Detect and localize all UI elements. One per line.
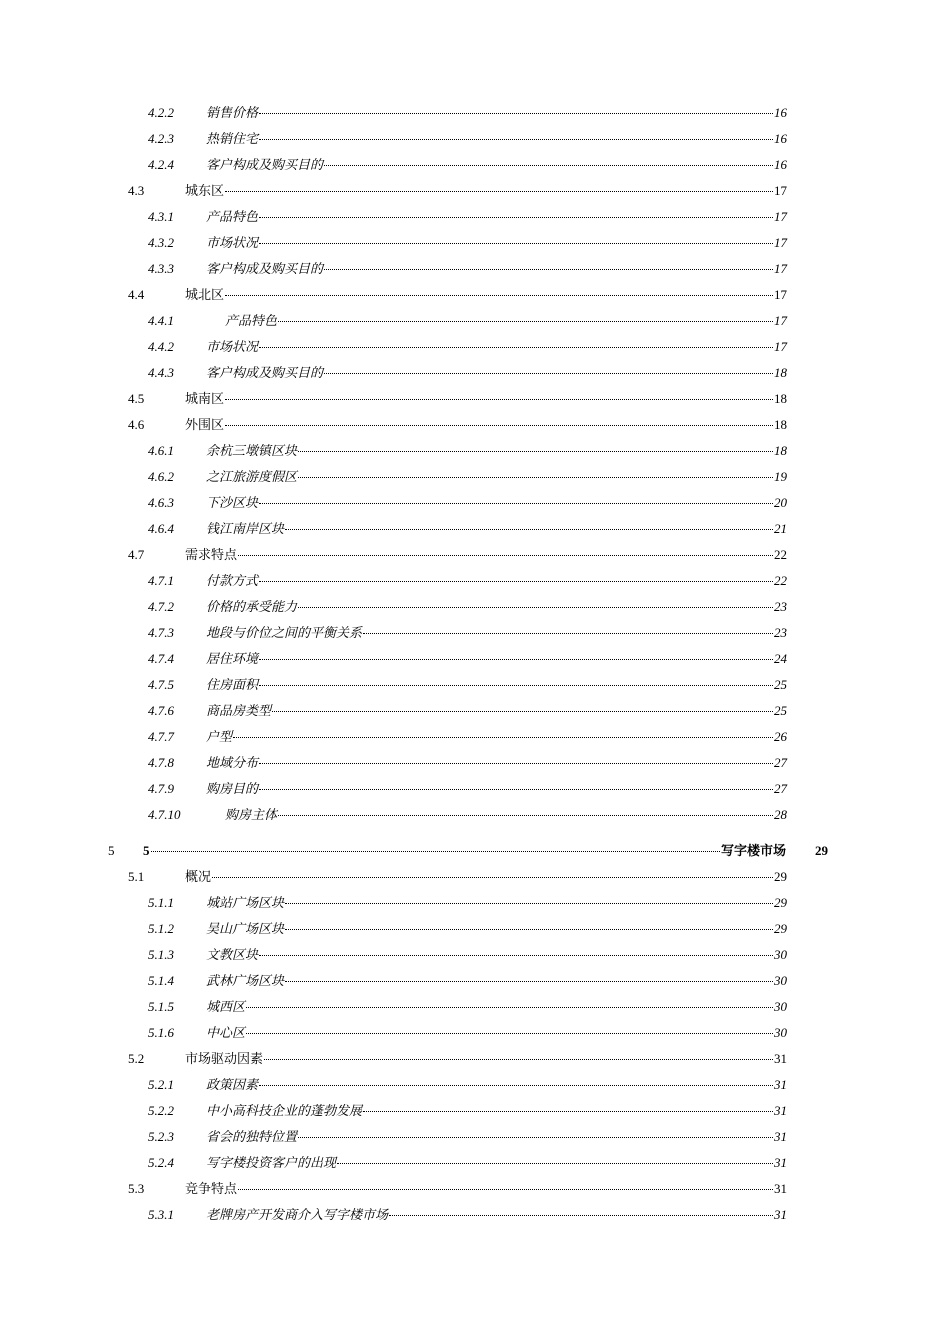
toc-page-number: 17 [774, 313, 787, 328]
toc-entry[interactable] [148, 312, 787, 330]
toc-dot-leader [212, 877, 773, 878]
toc-entry-number: 4.3 [128, 183, 145, 198]
toc-entry-title: 购房目的 [206, 781, 259, 796]
toc-entry-number: 4.7.9 [148, 781, 174, 796]
toc-entry[interactable] [148, 728, 787, 746]
toc-dot-leader [278, 815, 773, 816]
toc-entry-number: 4.3.2 [148, 235, 174, 250]
toc-page-number: 25 [774, 677, 787, 692]
toc-entry-number: 5.1.5 [148, 999, 174, 1014]
toc-page-number: 22 [774, 573, 787, 588]
toc-dot-leader [259, 1085, 773, 1086]
toc-entry-title: 地段与价位之间的平衡关系 [206, 625, 363, 640]
toc-entry[interactable] [148, 468, 787, 486]
toc-entry-number: 5.1.1 [148, 895, 174, 910]
toc-entry-title: 客户构成及购买目的 [206, 365, 324, 380]
toc-entry-number: 5.2.4 [148, 1155, 174, 1170]
toc-dot-leader [259, 955, 773, 956]
toc-entry-title: 需求特点 [185, 547, 238, 562]
toc-page-number: 20 [774, 495, 787, 510]
toc-dot-leader [246, 1007, 773, 1008]
toc-entry-number: 5.2 [128, 1051, 145, 1066]
toc-page-number: 25 [774, 703, 787, 718]
toc-dot-leader [259, 347, 773, 348]
toc-entry-title: 写字楼投资客户的出现 [206, 1155, 337, 1170]
toc-page-number: 17 [774, 209, 787, 224]
toc-page-number: 26 [774, 729, 787, 744]
toc-entry[interactable] [128, 1180, 787, 1198]
toc-dot-leader [233, 737, 773, 738]
toc-dot-leader [363, 1111, 773, 1112]
toc-entry[interactable] [148, 1128, 787, 1146]
toc-entry-number: 4.4.2 [148, 339, 174, 354]
toc-entry[interactable] [148, 520, 787, 538]
toc-entry[interactable] [148, 754, 787, 772]
toc-entry-number: 4.6.2 [148, 469, 174, 484]
toc-page-number: 29 [774, 895, 787, 910]
toc-entry[interactable] [148, 624, 787, 642]
toc-dot-leader [298, 451, 773, 452]
toc-entry-title: 城北区 [185, 287, 225, 302]
toc-entry-title: 热销住宅 [206, 131, 259, 146]
toc-entry[interactable] [148, 650, 787, 668]
toc-page-number: 31 [774, 1077, 787, 1092]
toc-page-number: 21 [774, 521, 787, 536]
toc-entry-title: 中心区 [206, 1025, 246, 1040]
toc-entry-number: 4.7.4 [148, 651, 174, 666]
toc-entry[interactable] [148, 442, 787, 460]
toc-entry-number: 4.7.7 [148, 729, 174, 744]
toc-page-number: 16 [774, 131, 787, 146]
toc-entry-number: 5.1 [128, 869, 145, 884]
toc-dot-leader [225, 295, 773, 296]
toc-dot-leader [285, 903, 773, 904]
toc-entry[interactable] [148, 894, 787, 912]
toc-entry-title: 客户构成及购买目的 [206, 261, 324, 276]
toc-dot-leader [246, 1033, 773, 1034]
toc-entry-title: 写字楼市场 [720, 843, 786, 858]
toc-entry-title: 中小高科技企业的蓬勃发展 [206, 1103, 363, 1118]
toc-page-number: 16 [774, 157, 787, 172]
toc-entry-title: 地域分布 [206, 755, 259, 770]
toc-entry-title: 省会的独特位置 [206, 1129, 298, 1144]
toc-entry-title: 市场驱动因素 [185, 1051, 264, 1066]
toc-dot-leader [264, 1059, 773, 1060]
toc-entry-number: 4.7.2 [148, 599, 174, 614]
toc-entry-title: 余杭三墩镇区块 [206, 443, 298, 458]
toc-dot-leader [238, 1189, 773, 1190]
toc-dot-leader [151, 851, 720, 852]
toc-entry-title: 政策因素 [206, 1077, 259, 1092]
toc-entry-title: 居住环境 [206, 651, 259, 666]
toc-page-number: 17 [774, 235, 787, 250]
toc-entry-title: 城站广场区块 [206, 895, 285, 910]
toc-entry[interactable] [148, 572, 787, 590]
toc-dot-leader [298, 477, 773, 478]
toc-entry-number: 5.1.2 [148, 921, 174, 936]
toc-entry-title: 户型 [206, 729, 233, 744]
toc-entry-number: 5.1.3 [148, 947, 174, 962]
toc-entry-title: 价格的承受能力 [206, 599, 298, 614]
toc-dot-leader [259, 659, 773, 660]
toc-page-number: 27 [774, 755, 787, 770]
toc-page-number: 23 [774, 599, 787, 614]
toc-page-number: 17 [774, 339, 787, 354]
toc-dot-leader [238, 555, 773, 556]
toc-entry-number: 4.7.5 [148, 677, 174, 692]
toc-entry-title: 竞争特点 [185, 1181, 238, 1196]
toc-entry[interactable] [148, 946, 787, 964]
toc-chapter-prefix: 5 [108, 843, 115, 858]
toc-entry-title: 产品特色 [225, 313, 278, 328]
toc-entry-title: 钱江南岸区块 [206, 521, 285, 536]
toc-entry[interactable] [148, 676, 787, 694]
toc-entry-title: 文教区块 [206, 947, 259, 962]
toc-dot-leader [324, 373, 773, 374]
toc-entry-number: 4.2.3 [148, 131, 174, 146]
toc-entry-number: 5.2.2 [148, 1103, 174, 1118]
toc-dot-leader [324, 165, 773, 166]
toc-entry-number: 4.3.3 [148, 261, 174, 276]
toc-dot-leader [337, 1163, 773, 1164]
toc-page-number: 30 [774, 999, 787, 1014]
toc-entry-title: 市场状况 [206, 235, 259, 250]
toc-dot-leader [272, 711, 773, 712]
toc-page-number: 17 [774, 261, 787, 276]
toc-entry-title: 之江旅游度假区 [206, 469, 298, 484]
toc-page-number: 27 [774, 781, 787, 796]
toc-entry-number: 4.7.8 [148, 755, 174, 770]
toc-entry-title: 城西区 [206, 999, 246, 1014]
toc-entry-title: 客户构成及购买目的 [206, 157, 324, 172]
toc-dot-leader [259, 789, 773, 790]
toc-entry-title: 概况 [185, 869, 212, 884]
toc-entry-title: 付款方式 [206, 573, 259, 588]
toc-page-number: 30 [774, 947, 787, 962]
toc-dot-leader [225, 191, 773, 192]
toc-dot-leader [259, 581, 773, 582]
toc-entry-number: 5.2.3 [148, 1129, 174, 1144]
toc-entry-title: 住房面积 [206, 677, 259, 692]
toc-dot-leader [259, 113, 773, 114]
toc-entry-number: 4.2.2 [148, 105, 174, 120]
toc-dot-leader [298, 1137, 773, 1138]
toc-page-number: 31 [774, 1103, 787, 1118]
toc-page-number: 31 [774, 1155, 787, 1170]
toc-entry-number: 5.3.1 [148, 1207, 174, 1222]
toc-entry-title: 产品特色 [206, 209, 259, 224]
toc-entry[interactable] [128, 286, 787, 304]
toc-entry-title: 商品房类型 [206, 703, 272, 718]
toc-page-number: 24 [774, 651, 787, 666]
toc-page-number: 28 [774, 807, 787, 822]
toc-page-number: 31 [774, 1181, 787, 1196]
toc-dot-leader [298, 607, 773, 608]
toc-dot-leader [389, 1215, 773, 1216]
toc-entry[interactable] [148, 1154, 787, 1172]
toc-entry-title: 购房主体 [225, 807, 278, 822]
toc-entry[interactable] [148, 1102, 787, 1120]
toc-entry[interactable] [128, 416, 787, 434]
toc-entry[interactable] [148, 1206, 787, 1224]
toc-entry-number: 4.7 [128, 547, 145, 562]
toc-page-number: 30 [774, 973, 787, 988]
toc-entry[interactable] [128, 390, 787, 408]
toc-entry[interactable] [148, 130, 787, 148]
toc-entry-number: 5.1.6 [148, 1025, 174, 1040]
toc-entry-title: 武林广场区块 [206, 973, 285, 988]
toc-entry[interactable] [148, 920, 787, 938]
toc-entry-number: 4.6.1 [148, 443, 174, 458]
toc-entry-number: 4.2.4 [148, 157, 174, 172]
toc-entry[interactable] [128, 546, 787, 564]
toc-entry[interactable] [148, 104, 787, 122]
toc-entry[interactable] [148, 1076, 787, 1094]
toc-entry-number: 4.7.6 [148, 703, 174, 718]
toc-page-number: 30 [774, 1025, 787, 1040]
toc-page-number: 23 [774, 625, 787, 640]
toc-page-number: 17 [774, 287, 787, 302]
toc-page-number: 29 [774, 869, 787, 884]
toc-entry-number: 5 [143, 843, 150, 858]
toc-dot-leader [285, 929, 773, 930]
toc-entry-title: 市场状况 [206, 339, 259, 354]
toc-entry[interactable] [128, 182, 787, 200]
toc-entry[interactable] [148, 972, 787, 990]
toc-entry-number: 4.6 [128, 417, 145, 432]
toc-page-number: 18 [774, 365, 787, 380]
toc-entry-number: 4.7.10 [148, 807, 181, 822]
toc-entry-number: 5.3 [128, 1181, 145, 1196]
toc-dot-leader [259, 685, 773, 686]
toc-entry[interactable] [148, 208, 787, 226]
toc-dot-leader [285, 981, 773, 982]
toc-dot-leader [278, 321, 773, 322]
toc-dot-leader [259, 217, 773, 218]
toc-page-number: 29 [815, 843, 828, 858]
toc-entry[interactable] [128, 868, 787, 886]
toc-entry[interactable] [148, 780, 787, 798]
toc-entry-title: 销售价格 [206, 105, 259, 120]
toc-dot-leader [259, 243, 773, 244]
toc-dot-leader [285, 529, 773, 530]
toc-dot-leader [259, 503, 773, 504]
toc-entry-title: 老牌房产开发商介入写字楼市场 [206, 1207, 389, 1222]
toc-page-number: 19 [774, 469, 787, 484]
toc-entry-title: 城南区 [185, 391, 225, 406]
toc-dot-leader [225, 399, 773, 400]
toc-page-number: 17 [774, 183, 787, 198]
toc-entry[interactable] [148, 1024, 787, 1042]
toc-entry-number: 5.2.1 [148, 1077, 174, 1092]
toc-page-number: 31 [774, 1129, 787, 1144]
toc-entry[interactable] [148, 260, 787, 278]
toc-dot-leader [363, 633, 773, 634]
toc-entry[interactable] [148, 998, 787, 1016]
toc-entry[interactable] [108, 842, 828, 860]
toc-dot-leader [259, 763, 773, 764]
toc-dot-leader [259, 139, 773, 140]
toc-entry[interactable] [128, 1050, 787, 1068]
toc-entry[interactable] [148, 702, 787, 720]
toc-entry-title: 下沙区块 [206, 495, 259, 510]
toc-page-number: 16 [774, 105, 787, 120]
toc-page-number: 31 [774, 1207, 787, 1222]
toc-entry[interactable] [148, 806, 787, 824]
toc-page-number: 29 [774, 921, 787, 936]
toc-entry-number: 4.3.1 [148, 209, 174, 224]
toc-entry[interactable] [148, 364, 787, 382]
toc-entry[interactable] [148, 338, 787, 356]
toc-entry-number: 4.7.3 [148, 625, 174, 640]
toc-page-number: 31 [774, 1051, 787, 1066]
toc-entry[interactable] [148, 156, 787, 174]
toc-entry-title: 吴山广场区块 [206, 921, 285, 936]
toc-page-number: 18 [774, 391, 787, 406]
toc-page-number: 22 [774, 547, 787, 562]
toc-entry[interactable] [148, 598, 787, 616]
toc-entry[interactable] [148, 494, 787, 512]
toc-page-number: 18 [774, 417, 787, 432]
toc-entry-title: 城东区 [185, 183, 225, 198]
toc-dot-leader [324, 269, 773, 270]
toc-entry[interactable] [148, 234, 787, 252]
toc-entry-title: 外围区 [185, 417, 225, 432]
toc-entry-number: 4.4.1 [148, 313, 174, 328]
toc-dot-leader [225, 425, 773, 426]
toc-entry-number: 4.7.1 [148, 573, 174, 588]
toc-entry-number: 5.1.4 [148, 973, 174, 988]
toc-entry-number: 4.4 [128, 287, 145, 302]
toc-entry-number: 4.5 [128, 391, 145, 406]
toc-page-number: 18 [774, 443, 787, 458]
toc-entry-number: 4.4.3 [148, 365, 174, 380]
toc-entry-number: 4.6.4 [148, 521, 174, 536]
toc-entry-number: 4.6.3 [148, 495, 174, 510]
